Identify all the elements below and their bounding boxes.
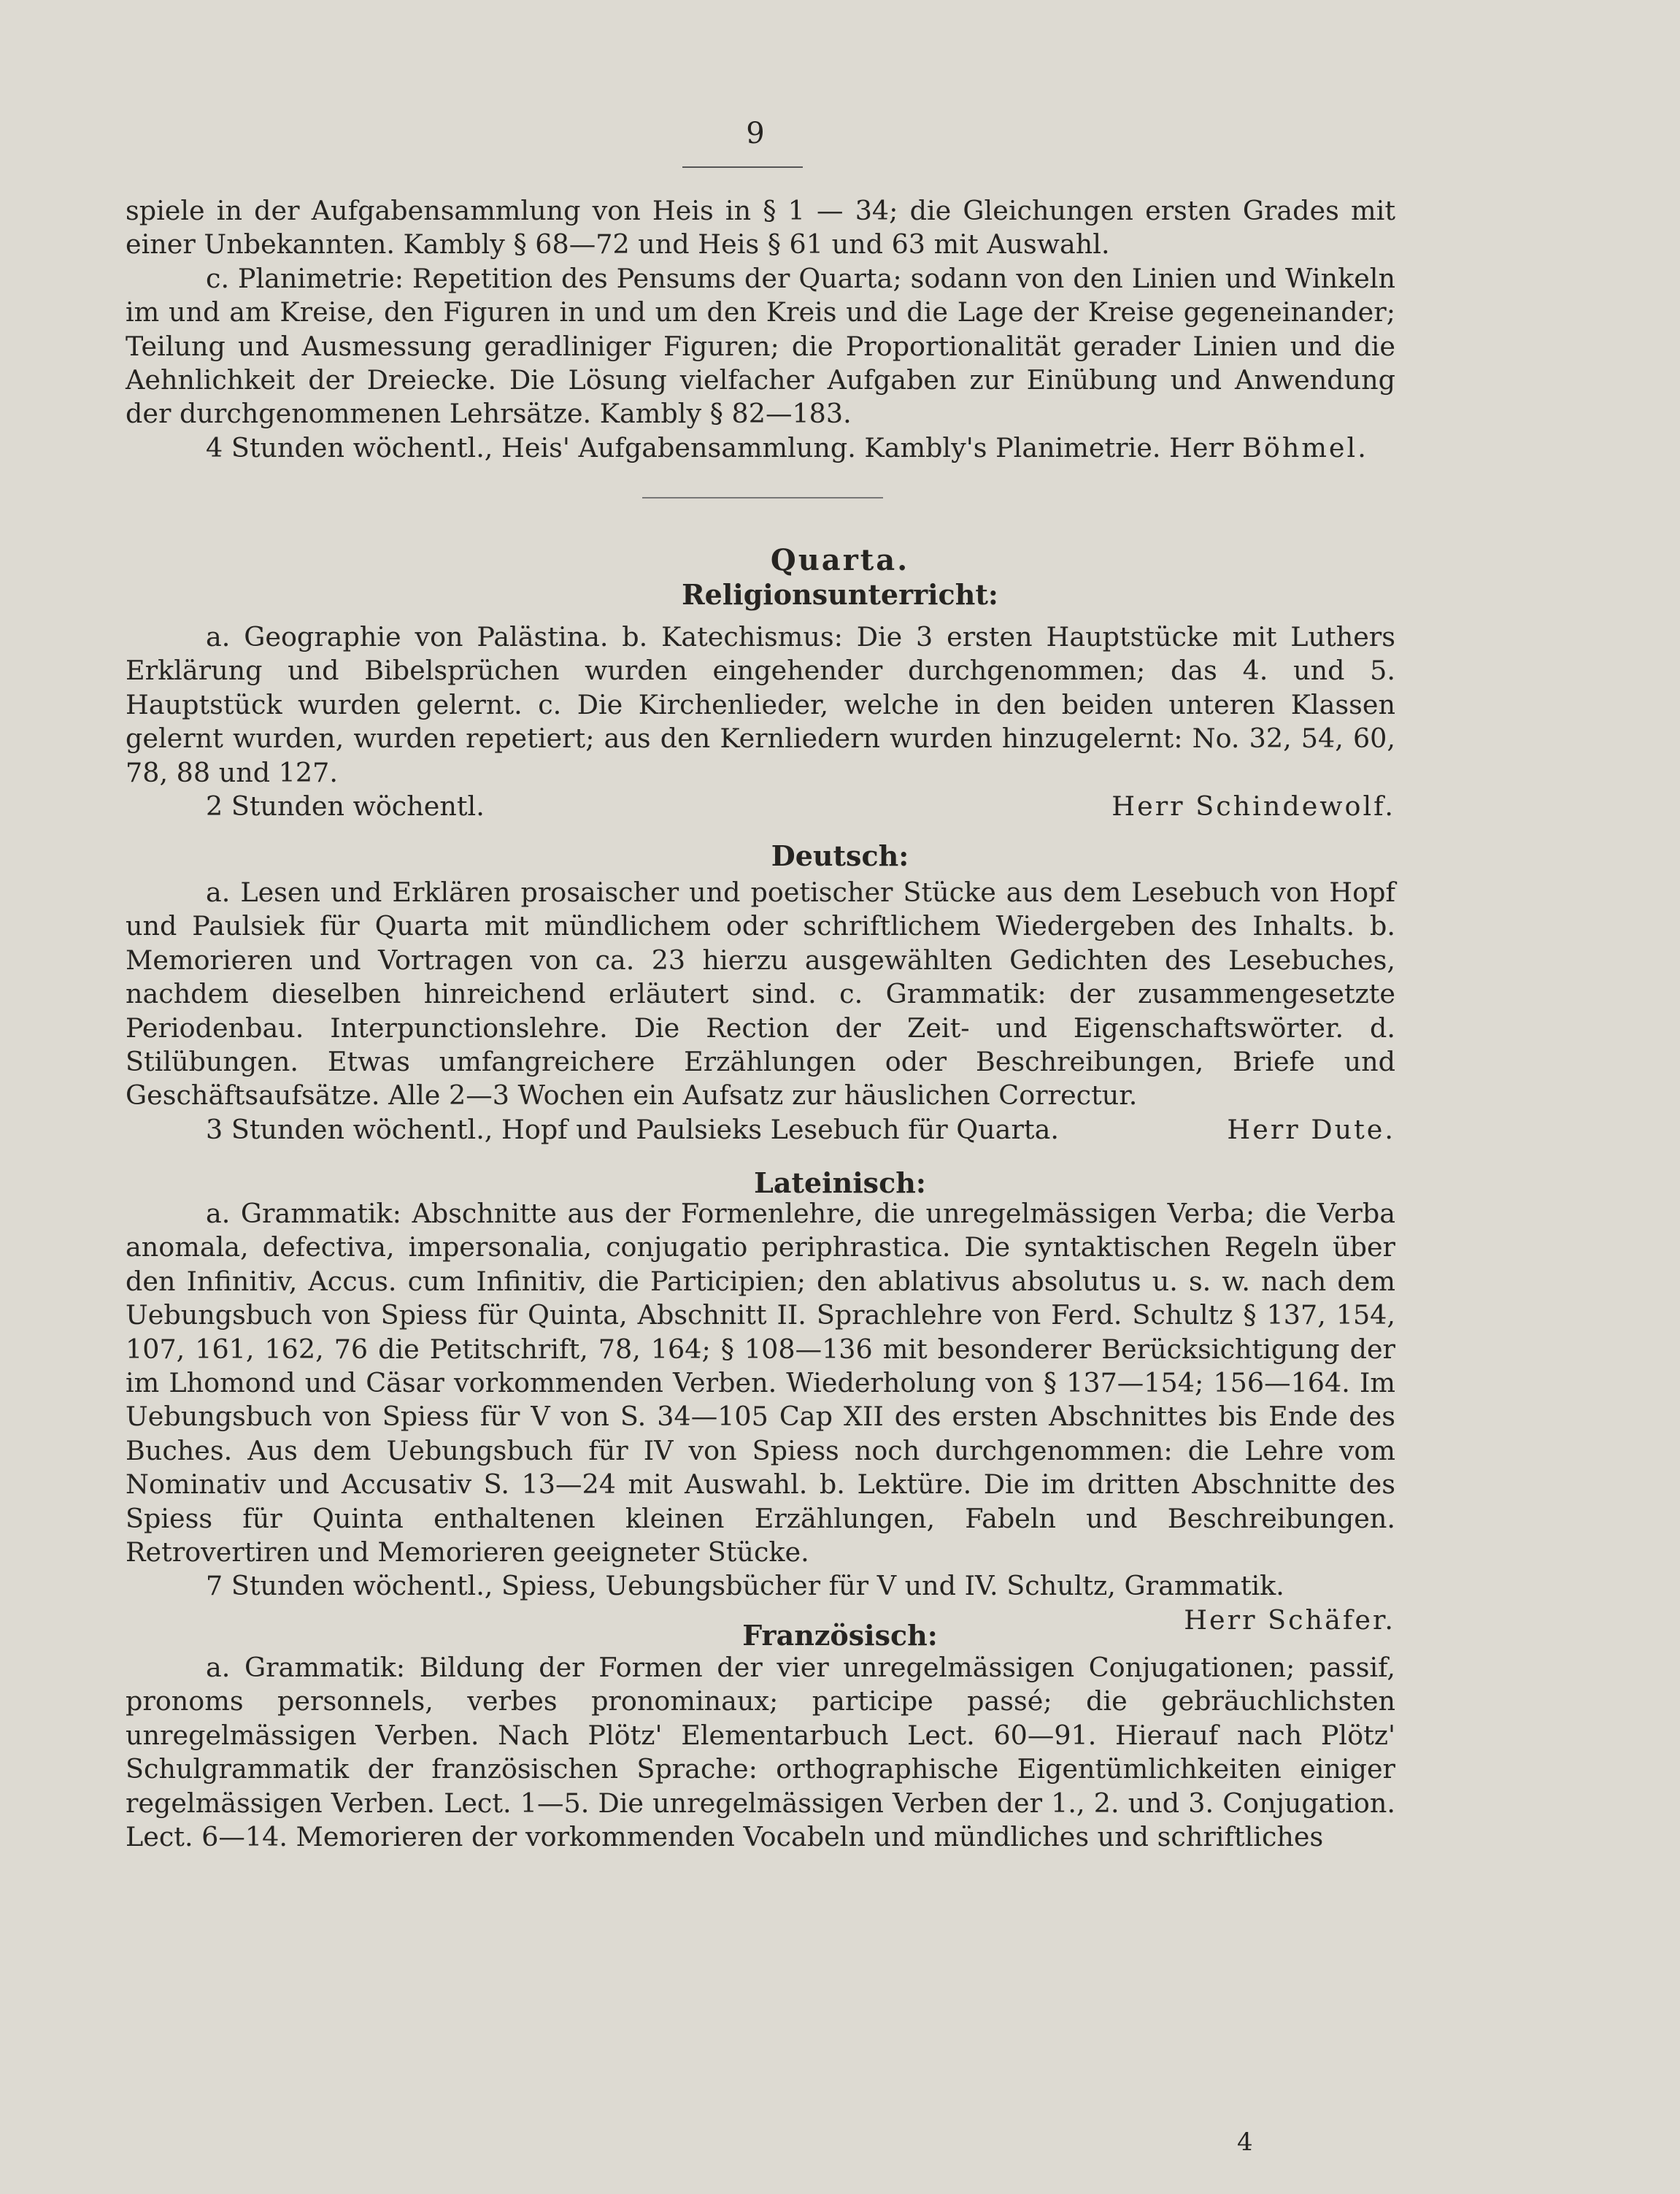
- religion-body: a. Geographie von Palästina. b. Katechismus: Die 3 ersten Hauptstücke mit Luthers Erklärung und Bibelsprüchen wurden eingehender durchgenommen; das 4. und 5. Hauptstück wurden gelernt. c. Die Kirchenlieder, welche in den beiden unteren Klassen gelernt wurden, wurden repetiert; aus den Kernliedern wurden hinzugelernt: No. 32, 54, 60, 78, 88 und 127.: [126, 621, 1395, 788]
- deutsch-teacher: Herr Dute.: [1227, 1113, 1395, 1145]
- deutsch-title: Deutsch:: [771, 839, 909, 872]
- religion-hours-line: [126, 790, 1395, 823]
- franz-block: [126, 1651, 1395, 1854]
- section-divider: [642, 497, 883, 499]
- latein-teacher: Herr Schäfer.: [1184, 1604, 1395, 1636]
- planimetrie-paragraph: c. Planimetrie: Repetition des Pensums der Quarta; sodann von den Linien und Winkeln im und am Kreise, den Figuren in und um den Kreis und die Lage der Kreise gegeneinander; Teilung und Ausmessung geradliniger Figuren; die Proportionalität gerader Linien und die Aehnlichkeit der Dreiecke. Die Lösung vielfacher Aufgaben zur Einübung und Anwendung der durchgenommenen Lehrsätze. Kambly § 82—183.: [126, 262, 1395, 430]
- page-number-rule: [682, 166, 803, 168]
- intro-hours-line: [126, 431, 1395, 465]
- signature-mark: 4: [1237, 2128, 1253, 2157]
- religion-title: Religionsunterricht:: [682, 578, 998, 611]
- quarta-title: Quarta.: [770, 543, 910, 577]
- franz-body: a. Grammatik: Bildung der Formen der vier unregelmässigen Conjugationen; passif, pronoms personnels, verbes pronominaux; participe passé; die gebräuchlichsten unregelmässigen Verben. Nach Plötz' Elementarbuch Lect. 60—91. Hierauf nach Plötz' Schulgrammatik der französischen Sprache: orthographische Eigentümlichkeiten einiger regelmässigen Verben. Lect. 1—5. Die unregelmässigen Verben der 1., 2. und 3. Conjugation. Lect. 6—14. Memorieren der vorkommenden Vocabeln und mündliches und schriftliches: [126, 1652, 1395, 1853]
- franz-title: Französisch:: [742, 1619, 938, 1652]
- latein-hours: 7 Stunden wöchentl., Spiess, Uebungsbücher für V und IV. Schultz, Grammatik.: [206, 1570, 1284, 1602]
- deutsch-body: a. Lesen und Erklären prosaischer und poetischer Stücke aus dem Lesebuch von Hopf und Paulsiek für Quarta mit mündlichem oder schriftlichem Wiedergeben des Inhalts. b. Memorieren und Vortragen von ca. 23 hierzu ausgewählten Gedichten des Lesebuches, nachdem dieselben hinreichend erläutert sind. c. Grammatik: der zusammengesetzte Periodenbau. Interpunctionslehre. Die Rection der Zeit- und Eigenschaftswörter. d. Stilübungen. Etwas umfangreichere Erzählungen oder Beschreibungen, Briefe und Geschäftsaufsätze. Alle 2—3 Wochen ein Aufsatz zur häuslichen Correctur.: [126, 877, 1395, 1112]
- religion-block: [126, 620, 1395, 823]
- religion-hours: 2 Stunden wöchentl.: [206, 790, 485, 823]
- latein-body: a. Grammatik: Abschnitte aus der Formenlehre, die unregelmässigen Verba; die Verba anomala, defectiva, impersonalia, conjugatio periphrastica. Die syntaktischen Regeln über den Infinitiv, Accus. cum Infinitiv, die Participien; den ablativus absolutus u. s. w. nach dem Uebungsbuch von Spiess für Quinta, Abschnitt II. Sprachlehre von Ferd. Schultz § 137, 154, 107, 161, 162, 76 die Petitschrift, 78, 164; § 108—136 mit besonderer Berücksichtigung der im Lhomond und Cäsar vorkommenden Verben. Wiederholung von § 137—154; 156—164. Im Uebungsbuch von Spiess für V von S. 34—105 Cap XII des ersten Abschnittes bis Ende des Buches. Aus dem Uebungsbuch für IV von Spiess noch durchgenommen: die Lehre vom Nominativ und Accusativ S. 13—24 mit Auswahl. b. Lektüre. Die im dritten Abschnitte des Spiess für Quinta enthaltenen kleinen Erzählungen, Fabeln und Beschreibungen. Retrovertiren und Memorieren geeigneter Stücke.: [126, 1198, 1395, 1568]
- intro-paragraph-1: spiele in der Aufgabensammlung von Heis in § 1 — 34; die Gleichungen ersten Grades mit einer Unbekannten. Kambly § 68—72 und Heis § 61 und 63 mit Auswahl.: [126, 195, 1395, 261]
- intro-hours: 4 Stunden wöchentl., Heis' Aufgabensammlung. Kambly's Planimetrie. Herr: [206, 431, 1234, 463]
- intro-block: [126, 194, 1395, 465]
- deutsch-block: [126, 876, 1395, 1147]
- latein-title: Lateinisch:: [754, 1166, 926, 1199]
- page-number: 9: [746, 117, 765, 150]
- latein-block: [126, 1197, 1395, 1637]
- intro-teacher: Böhmel.: [1242, 431, 1368, 463]
- deutsch-hours-line: [126, 1113, 1395, 1147]
- deutsch-hours: 3 Stunden wöchentl., Hopf und Paulsieks Lesebuch für Quarta.: [206, 1113, 1059, 1145]
- religion-teacher: Herr Schindewolf.: [1111, 790, 1395, 823]
